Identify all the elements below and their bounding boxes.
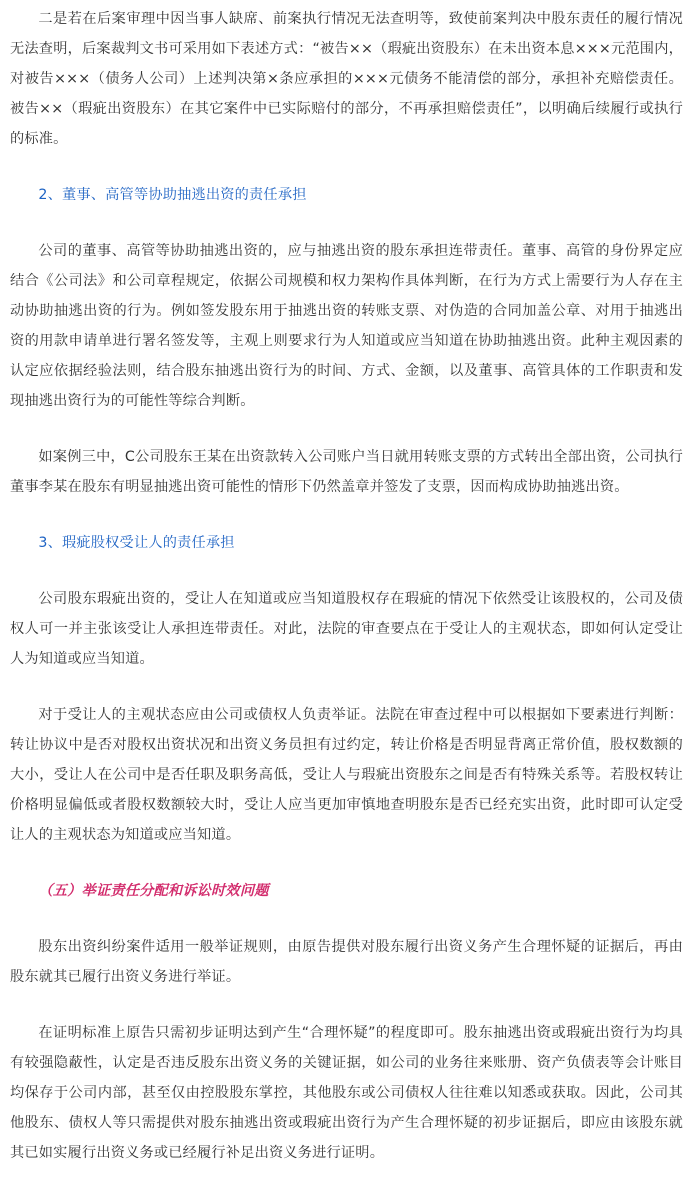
paragraph-director-liability: 公司的董事、高管等协助抽逃出资的，应与抽逃出资的股东承担连带责任。董事、高管的身份界定应结合《公司法》和公司章程规定，依据公司规模和权力架构作具体判断，在行为方式上需要行为人存在主动协助抽逃出资的行为。例如签发股东用于抽逃出资的转账支票、对伪造的合同加盖公章、对用于抽逃出资的用款申请单进行署名签发等，主观上则要求行为人知道或应当知道在协助抽逃出资。此种主观因素的认定应依据经验法则，结合股东抽逃出资行为的时间、方式、金额，以及董事、高管具体的工作职责和发现抽逃出资行为的可能性等综合判断。 [10, 243, 683, 409]
paragraph-case-three: 如案例三中，C公司股东王某在出资款转入公司账户当日就用转账支票的方式转出全部出资，公司执行董事李某在股东有明显抽逃出资可能性的情形下仍然盖章并签发了支票，因而构成协助抽逃出资。 [10, 449, 683, 495]
section-heading-burden-of-proof: （五）举证责任分配和诉讼时效问题 [38, 883, 269, 899]
subheading-director-liability: 2、董事、高管等协助抽逃出资的责任承担 [38, 187, 307, 203]
paragraph-transferee-liability: 公司股东瑕疵出资的，受让人在知道或应当知道股权存在瑕疵的情况下依然受让该股权的，公司及债权人可一并主张该受让人承担连带责任。对此，法院的审查要点在于受让人的主观状态，即如何认定受让人为知道或应当知道。 [10, 591, 683, 667]
paragraph-proof-standard: 在证明标准上原告只需初步证明达到产生“合理怀疑”的程度即可。股东抽逃出资或瑕疵出资行为均具有较强隐蔽性，认定是否违反股东出资义务的关键证据，如公司的业务往来账册、资产负债表等会计账目均保存于公司内部，甚至仅由控股股东掌控，其他股东或公司债权人往往难以知悉或获取。因此，公司其他股东、债权人等只需提供对股东抽逃出资或瑕疵出资行为产生合理怀疑的初步证据后，即应由该股东就其已如实履行出资义务或已经履行补足出资义务进行证明。 [10, 1025, 683, 1161]
subheading-transferee-liability: 3、瑕疵股权受让人的责任承担 [38, 535, 235, 551]
paragraph-burden-rule: 股东出资纠纷案件适用一般举证规则，由原告提供对股东履行出资义务产生合理怀疑的证据后，再由股东就其已履行出资义务进行举证。 [10, 939, 683, 985]
paragraph-transferee-burden: 对于受让人的主观状态应由公司或债权人负责举证。法院在审查过程中可以根据如下要素进行判断：转让协议中是否对股权出资状况和出资义务员担有过约定，转让价格是否明显背离正常价值，股权数额的大小，受让人在公司中是否任职及职务高低，受让人与瑕疵出资股东之间是否有特殊关系等。若股权转让价格明显偏低或者股权数额较大时，受让人应当更加审慎地查明股东是否已经充实出资，此时即可认定受让人的主观状态为知道或应当知道。 [10, 707, 683, 843]
paragraph-judgment-wording: 二是若在后案审理中因当事人缺席、前案执行情况无法查明等，致使前案判决中股东责任的履行情况无法查明，后案裁判文书可采用如下表述方式：“被告××（瑕疵出资股东）在未出资本息×××元范围内，对被告×××（债务人公司）上述判决第×条应承担的×××元债务不能清偿的部分，承担补充赔偿责任。被告××（瑕疵出资股东）在其它案件中已实际赔付的部分，不再承担赔偿责任”，以明确后续履行或执行的标准。 [10, 11, 683, 147]
